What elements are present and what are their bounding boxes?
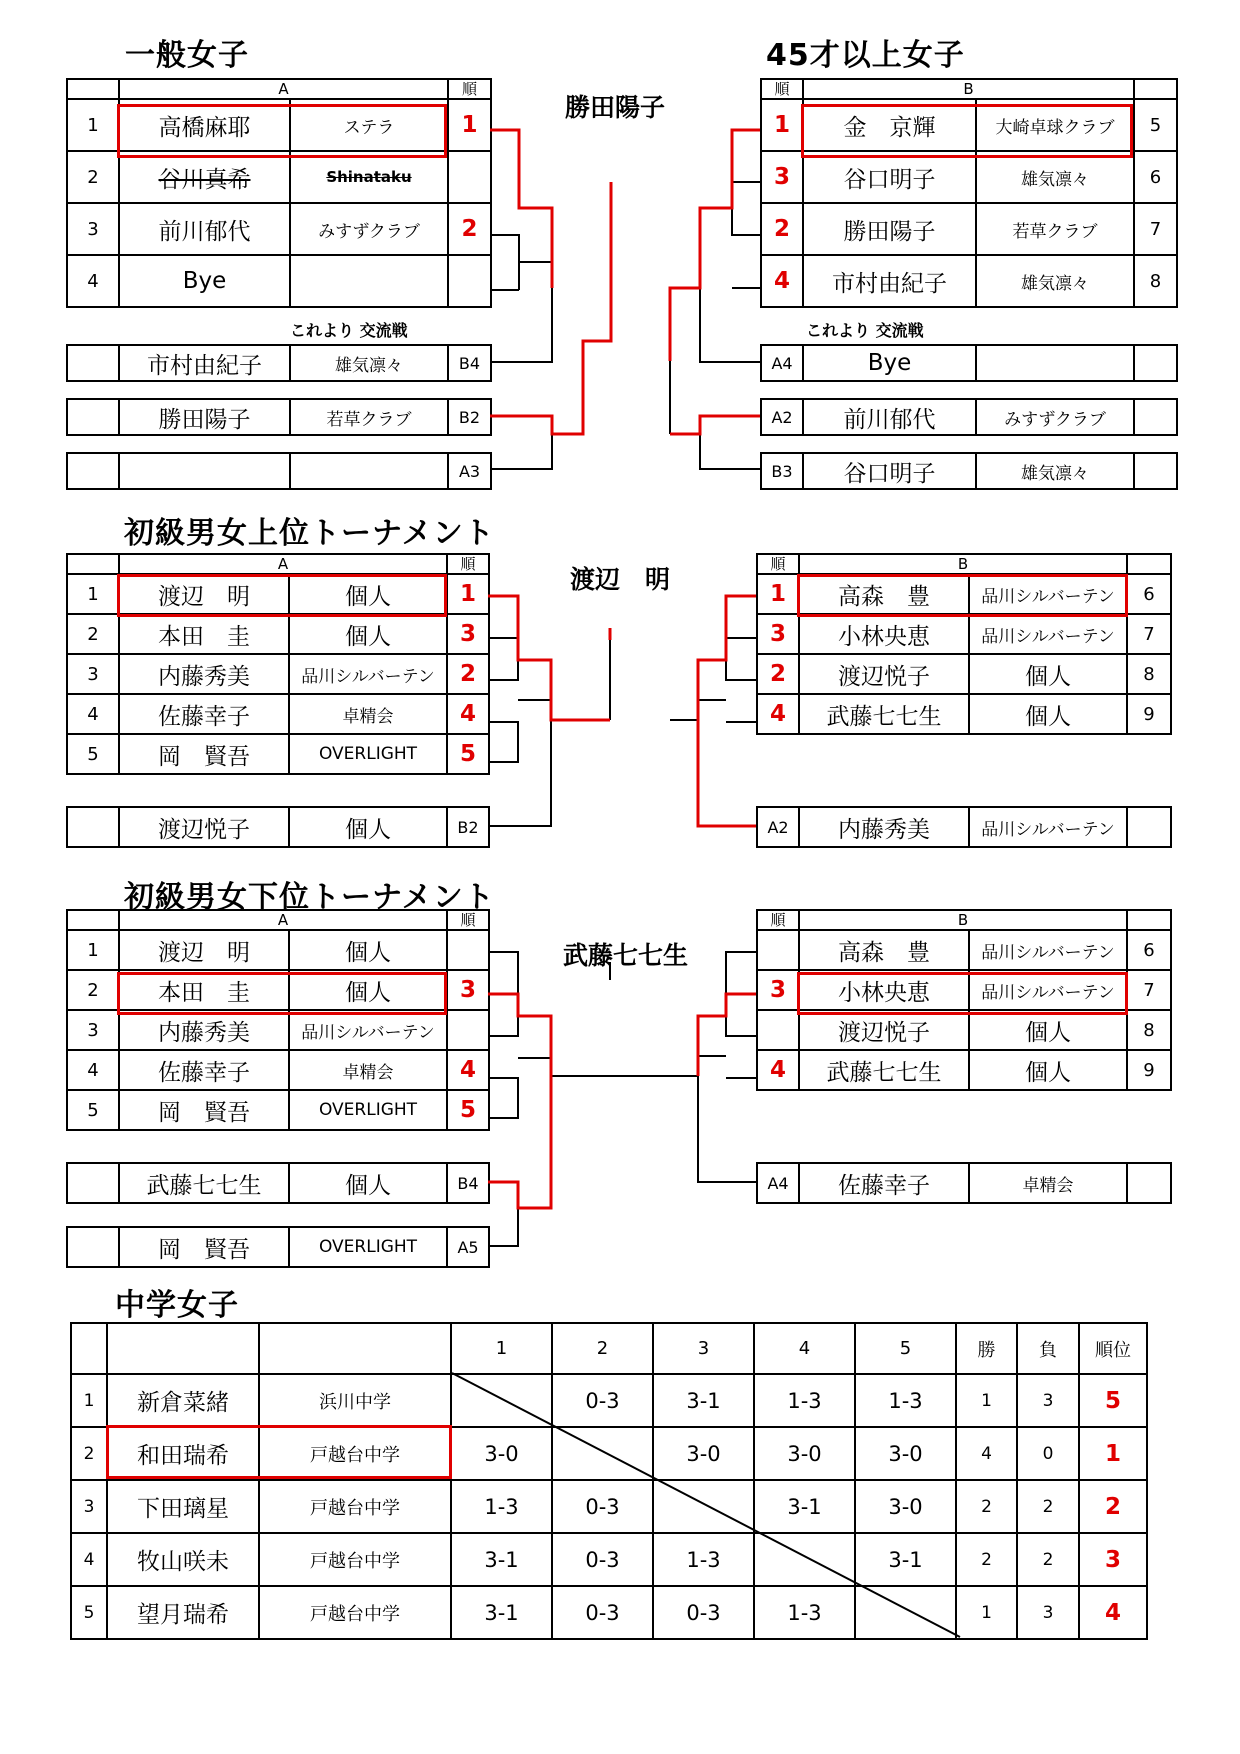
player-name: 新倉菜緒 <box>107 1374 259 1427</box>
win-count: 1 <box>956 1374 1017 1427</box>
row-no: 7 <box>1127 970 1171 1010</box>
club-name: 雄気凛々 <box>976 255 1134 307</box>
row-no: 1 <box>71 1374 107 1427</box>
rank: 3 <box>757 614 799 654</box>
school-name: 戸越台中学 <box>259 1480 451 1533</box>
score-cell: 3-1 <box>855 1533 956 1586</box>
score-cell: 3-0 <box>451 1427 552 1480</box>
club-name: 個人 <box>969 694 1127 734</box>
score-cell: 3-0 <box>754 1427 855 1480</box>
club-name: 個人 <box>969 1010 1127 1050</box>
player-name: 武藤七七生 <box>799 694 969 734</box>
player-name: 市村由紀子 <box>803 255 976 307</box>
row-no: 3 <box>67 654 119 694</box>
club-name: 個人 <box>289 1163 447 1203</box>
score-cell: 3-0 <box>855 1480 956 1533</box>
score-cell: 0-3 <box>552 1480 653 1533</box>
club-name: 雄気凛々 <box>976 453 1134 489</box>
club-name: 個人 <box>969 654 1127 694</box>
school-name: 戸越台中学 <box>259 1427 451 1480</box>
player-name: 渡辺悦子 <box>799 1010 969 1050</box>
header-cell: 順位 <box>1079 1323 1147 1374</box>
score-cell: 3-0 <box>855 1427 956 1480</box>
player-name: 市村由紀子 <box>119 345 290 381</box>
winner-upper: 渡辺 明 <box>570 565 671 594</box>
player-name: 岡 賢吾 <box>119 1090 289 1130</box>
club-name: OVERLIGHT <box>289 1227 447 1267</box>
rank: 2 <box>757 654 799 694</box>
winner-highlight <box>106 1425 452 1479</box>
row-no: 6 <box>1127 930 1171 970</box>
col-header-rank: 順 <box>757 910 799 930</box>
score-cell: 1-3 <box>451 1480 552 1533</box>
row-no: 1 <box>67 930 119 970</box>
player-name: 牧山咲未 <box>107 1533 259 1586</box>
rank: 2 <box>448 203 491 255</box>
section-title-beginner-upper: 初級男女上位トーナメント <box>124 516 495 551</box>
rank: 5 <box>447 1090 489 1130</box>
col-header-rank: 順 <box>447 554 489 574</box>
row-no: 3 <box>67 203 119 255</box>
club-name: みすずクラブ <box>290 203 448 255</box>
score-cell: 3-1 <box>451 1586 552 1639</box>
player-name: 武藤七七生 <box>799 1050 969 1090</box>
row-no: 9 <box>1127 694 1171 734</box>
player-name: 佐藤幸子 <box>799 1163 969 1203</box>
club-name: みすずクラブ <box>976 399 1134 435</box>
player-name: Bye <box>119 255 290 307</box>
player-name: Bye <box>803 345 976 381</box>
rank: 1 <box>447 574 489 614</box>
score-cell: 1-3 <box>855 1374 956 1427</box>
rank: 3 <box>447 614 489 654</box>
row-no: 6 <box>1134 151 1177 203</box>
player-name: 渡辺 明 <box>119 930 289 970</box>
player-name: 前川郁代 <box>803 399 976 435</box>
rank: 1 <box>757 574 799 614</box>
row-no: 8 <box>1127 654 1171 694</box>
club-name: 雄気凛々 <box>976 151 1134 203</box>
header-cell: 1 <box>451 1323 552 1374</box>
seed-label: B3 <box>761 453 803 489</box>
rank: 4 <box>757 1050 799 1090</box>
row-no: 1 <box>67 574 119 614</box>
club-name: 個人 <box>289 970 447 1010</box>
rank: 3 <box>1079 1533 1147 1586</box>
row-no: 3 <box>67 1010 119 1050</box>
rank: 4 <box>447 1050 489 1090</box>
score-cell: 1-3 <box>754 1586 855 1639</box>
exchange-note: これより 交流戦 <box>806 321 924 340</box>
col-header-a: A <box>119 79 448 99</box>
score-cell: 1-3 <box>754 1374 855 1427</box>
club-name: 個人 <box>969 1050 1127 1090</box>
seed-label: A5 <box>447 1227 489 1267</box>
player-name: 内藤秀美 <box>119 654 289 694</box>
player-name: 小林央恵 <box>799 970 969 1010</box>
player-name: 高森 豊 <box>799 574 969 614</box>
section-title-beginner-lower: 初級男女下位トーナメント <box>124 880 495 915</box>
rank: 1 <box>448 99 491 151</box>
row-no: 5 <box>71 1586 107 1639</box>
club-name: 品川シルバーテン <box>289 654 447 694</box>
header-cell: 勝 <box>956 1323 1017 1374</box>
player-name: 内藤秀美 <box>799 807 969 847</box>
player-name: 高橋麻耶 <box>119 99 290 151</box>
club-name: 個人 <box>289 930 447 970</box>
seed-label: A4 <box>761 345 803 381</box>
club-name: ステラ <box>290 99 448 151</box>
club-name: 品川シルバーテン <box>969 574 1127 614</box>
score-cell: 0-3 <box>552 1374 653 1427</box>
row-no: 6 <box>1127 574 1171 614</box>
player-name: 前川郁代 <box>119 203 290 255</box>
player-name: 岡 賢吾 <box>119 1227 289 1267</box>
club-name: 個人 <box>289 807 447 847</box>
player-name: 谷口明子 <box>803 453 976 489</box>
player-name: 金 京輝 <box>803 99 976 151</box>
row-no: 4 <box>71 1533 107 1586</box>
row-no: 2 <box>71 1427 107 1480</box>
win-count: 1 <box>956 1586 1017 1639</box>
rank: 2 <box>447 654 489 694</box>
club-name: 若草クラブ <box>976 203 1134 255</box>
player-name: 内藤秀美 <box>119 1010 289 1050</box>
club-name: 卓精会 <box>969 1163 1127 1203</box>
player-name: 渡辺悦子 <box>799 654 969 694</box>
header-cell: 4 <box>754 1323 855 1374</box>
player-name: 下田璃星 <box>107 1480 259 1533</box>
school-name: 戸越台中学 <box>259 1533 451 1586</box>
score-cell: 0-3 <box>653 1586 754 1639</box>
row-no: 5 <box>67 734 119 774</box>
seed-label: B2 <box>448 399 491 435</box>
score-cell: 3-1 <box>653 1374 754 1427</box>
rank: 1 <box>1079 1427 1147 1480</box>
score-cell: 3-1 <box>451 1533 552 1586</box>
seed-label: A2 <box>761 399 803 435</box>
club-name: 品川シルバーテン <box>969 930 1127 970</box>
section-title-junior-high-women: 中学女子 <box>115 1288 239 1323</box>
winner-general: 勝田陽子 <box>565 93 666 122</box>
club-name: 卓精会 <box>289 1050 447 1090</box>
section-title-women45: 45才以上女子 <box>766 38 965 73</box>
seed-label: B4 <box>447 1163 489 1203</box>
col-header-rank: 順 <box>447 910 489 930</box>
loss-count: 3 <box>1017 1374 1079 1427</box>
row-no: 7 <box>1127 614 1171 654</box>
club-name: OVERLIGHT <box>289 1090 447 1130</box>
player-name: 高森 豊 <box>799 930 969 970</box>
player-name: 渡辺悦子 <box>119 807 289 847</box>
player-name: 武藤七七生 <box>119 1163 289 1203</box>
player-name: 岡 賢吾 <box>119 734 289 774</box>
rank: 5 <box>1079 1374 1147 1427</box>
row-no: 5 <box>67 1090 119 1130</box>
score-cell: 1-3 <box>653 1533 754 1586</box>
player-name: 谷口明子 <box>803 151 976 203</box>
player-name: 佐藤幸子 <box>119 694 289 734</box>
rank: 2 <box>1079 1480 1147 1533</box>
col-header-b: B <box>799 910 1127 930</box>
row-no: 7 <box>1134 203 1177 255</box>
row-no: 2 <box>67 151 119 203</box>
seed-label: A4 <box>757 1163 799 1203</box>
row-no: 4 <box>67 694 119 734</box>
player-name: 谷川真希 <box>119 151 290 203</box>
club-name: 若草クラブ <box>290 399 448 435</box>
win-count: 2 <box>956 1480 1017 1533</box>
club-name: 品川シルバーテン <box>969 614 1127 654</box>
score-cell: 3-0 <box>653 1427 754 1480</box>
rank: 2 <box>761 203 803 255</box>
school-name: 戸越台中学 <box>259 1586 451 1639</box>
rank: 4 <box>447 694 489 734</box>
row-no: 4 <box>67 255 119 307</box>
row-no: 8 <box>1134 255 1177 307</box>
section-title-general-women: 一般女子 <box>125 38 249 73</box>
club-name: 雄気凛々 <box>290 345 448 381</box>
header-cell: 2 <box>552 1323 653 1374</box>
col-header-rank: 順 <box>761 79 803 99</box>
club-name: OVERLIGHT <box>289 734 447 774</box>
header-cell: 5 <box>855 1323 956 1374</box>
player-name: 佐藤幸子 <box>119 1050 289 1090</box>
seed-label: A2 <box>757 807 799 847</box>
rank: 3 <box>447 970 489 1010</box>
rank: 4 <box>1079 1586 1147 1639</box>
winner-lower: 武藤七七生 <box>563 941 689 970</box>
player-name: 和田瑞希 <box>107 1427 259 1480</box>
loss-count: 3 <box>1017 1586 1079 1639</box>
row-no: 4 <box>67 1050 119 1090</box>
club-name: Shinataku <box>290 151 448 203</box>
player-name: 勝田陽子 <box>803 203 976 255</box>
col-header-rank: 順 <box>757 554 799 574</box>
exchange-note: これより 交流戦 <box>290 321 408 340</box>
club-name: 品川シルバーテン <box>969 970 1127 1010</box>
row-no: 2 <box>67 614 119 654</box>
club-name: 個人 <box>289 614 447 654</box>
col-header-b: B <box>803 79 1134 99</box>
win-count: 4 <box>956 1427 1017 1480</box>
school-name: 浜川中学 <box>259 1374 451 1427</box>
col-header-rank: 順 <box>448 79 491 99</box>
score-cell: 0-3 <box>552 1533 653 1586</box>
rank: 5 <box>447 734 489 774</box>
row-no: 1 <box>67 99 119 151</box>
row-no: 3 <box>71 1480 107 1533</box>
loss-count: 0 <box>1017 1427 1079 1480</box>
player-name: 本田 圭 <box>119 614 289 654</box>
score-cell: 0-3 <box>552 1586 653 1639</box>
row-no: 2 <box>67 970 119 1010</box>
header-cell: 3 <box>653 1323 754 1374</box>
player-name: 本田 圭 <box>119 970 289 1010</box>
club-name: 卓精会 <box>289 694 447 734</box>
rank: 1 <box>761 99 803 151</box>
loss-count: 2 <box>1017 1533 1079 1586</box>
rank: 4 <box>757 694 799 734</box>
col-header-b: B <box>799 554 1127 574</box>
row-no: 5 <box>1134 99 1177 151</box>
club-name: 大崎卓球クラブ <box>976 99 1134 151</box>
row-no: 8 <box>1127 1010 1171 1050</box>
rank: 3 <box>757 970 799 1010</box>
win-count: 2 <box>956 1533 1017 1586</box>
col-header-a: A <box>119 554 447 574</box>
seed-label: B2 <box>447 807 489 847</box>
score-cell: 3-1 <box>754 1480 855 1533</box>
club-name: 品川シルバーテン <box>969 807 1127 847</box>
seed-label: B4 <box>448 345 491 381</box>
player-name: 望月瑞希 <box>107 1586 259 1639</box>
rank: 3 <box>761 151 803 203</box>
rank: 4 <box>761 255 803 307</box>
header-cell: 負 <box>1017 1323 1079 1374</box>
player-name: 勝田陽子 <box>119 399 290 435</box>
club-name: 品川シルバーテン <box>289 1010 447 1050</box>
row-no: 9 <box>1127 1050 1171 1090</box>
col-header-a: A <box>119 910 447 930</box>
club-name: 個人 <box>289 574 447 614</box>
player-name: 小林央恵 <box>799 614 969 654</box>
seed-label: A3 <box>448 453 491 489</box>
loss-count: 2 <box>1017 1480 1079 1533</box>
player-name: 渡辺 明 <box>119 574 289 614</box>
